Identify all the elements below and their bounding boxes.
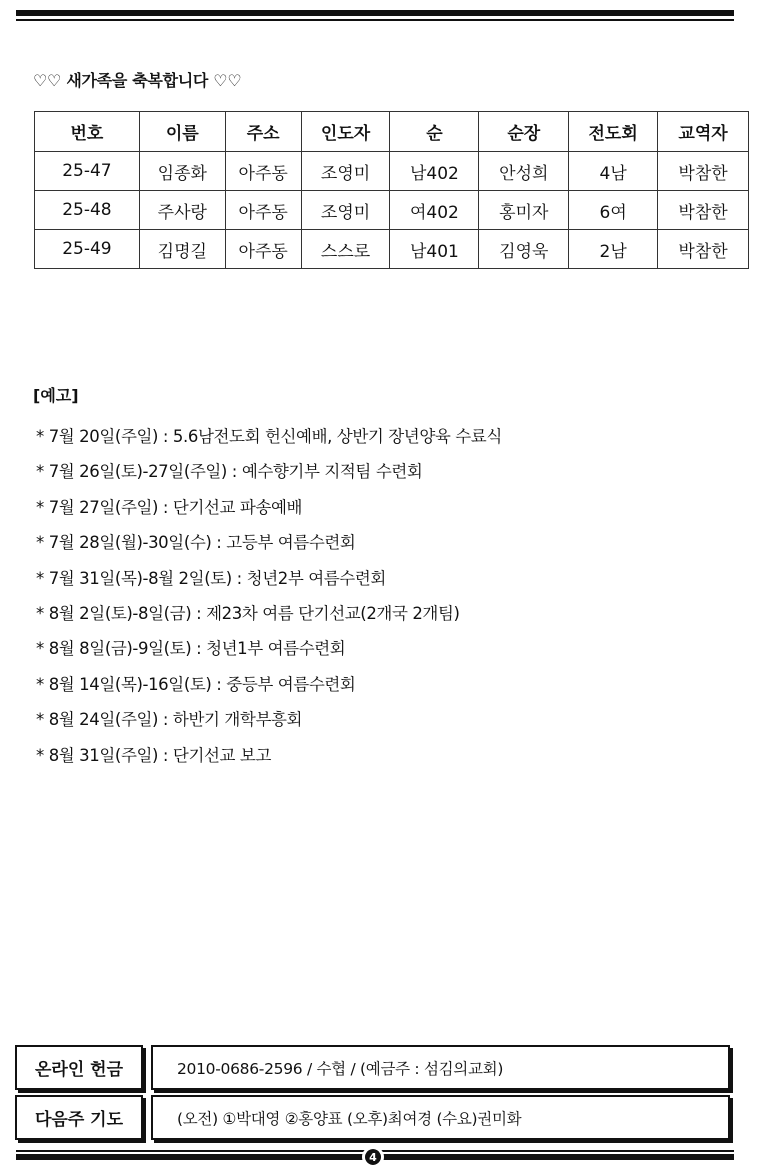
list-item: * 7월 27일(주일) : 단기선교 파송예배 — [36, 497, 303, 517]
header-cell-leader: 순장 — [479, 112, 569, 152]
list-item: * 8월 2일(토)-8일(금) : 제23차 여름 단기선교(2개국 2개팀) — [36, 603, 460, 623]
top-rule-thin — [16, 19, 734, 21]
online-offering-label: 온라인 헌금 — [15, 1045, 143, 1090]
table-cell: 박참한 — [658, 191, 749, 230]
table-cell: 남401 — [390, 230, 479, 269]
header-address: 주소 — [225, 112, 301, 152]
table-cell: 4남 — [569, 152, 658, 191]
table-row — [35, 230, 749, 269]
table-cell: 박참한 — [658, 152, 749, 191]
header-mission-group: 전도회 — [569, 112, 658, 152]
header-pastor: 교역자 — [658, 112, 749, 152]
table-cell: 홍미자 — [479, 191, 569, 230]
next-prayer-value: (오전) ①박대영 ②홍양표 (오후)최여경 (수요)권미화 — [151, 1095, 730, 1140]
table-cell: 임종화 — [139, 152, 225, 191]
table-cell: 김명길 — [139, 230, 225, 269]
table-cell: 남402 — [390, 152, 479, 191]
table-cell: 조영미 — [301, 152, 390, 191]
table-cell: 조영미 — [301, 191, 390, 230]
next-prayer-label: 다음주 기도 — [15, 1095, 143, 1140]
list-item: * 7월 20일(주일) : 5.6남전도회 헌신예배, 상반기 장년양육 수료식 — [36, 427, 502, 446]
table-row — [35, 191, 749, 230]
list-item: * 8월 8일(금)-9일(토) : 청년1부 여름수련회 — [36, 639, 346, 659]
header-cell: 순 — [390, 112, 479, 152]
list-item: * 7월 28일(월)-30일(수) : 고등부 여름수련회 — [36, 533, 356, 553]
header-guide: 인도자 — [301, 112, 390, 152]
list-item: * 7월 31일(목)-8월 2일(토) : 청년2부 여름수련회 — [36, 568, 386, 588]
table-cell: 25-49 — [35, 230, 140, 269]
list-item: * 7월 26일(토)-27일(주일) : 예수향기부 지적팀 수련회 — [36, 462, 423, 482]
list-item: * 8월 31일(주일) : 단기선교 보고 — [36, 745, 271, 765]
table-cell: 김영욱 — [479, 230, 569, 269]
list-item: * 8월 14일(목)-16일(토) : 중등부 여름수련회 — [36, 674, 356, 694]
new-family-table — [34, 111, 749, 269]
table-cell: 스스로 — [301, 230, 390, 269]
table-header-row — [35, 112, 749, 152]
table-cell: 여402 — [390, 191, 479, 230]
table-cell: 박참한 — [658, 230, 749, 269]
table-cell: 6여 — [569, 191, 658, 230]
top-rule-thick — [16, 10, 734, 16]
list-item: * 8월 24일(주일) : 하반기 개학부흥회 — [36, 710, 303, 730]
header-number: 번호 — [35, 112, 140, 152]
table-cell: 아주동 — [225, 230, 301, 269]
new-family-title: ♡♡ 새가족을 축복합니다 ♡♡ — [33, 71, 242, 90]
table-cell: 25-48 — [35, 191, 140, 230]
table-cell: 안성희 — [479, 152, 569, 191]
table-cell: 주사랑 — [139, 191, 225, 230]
table-cell: 아주동 — [225, 152, 301, 191]
table-cell: 2남 — [569, 230, 658, 269]
online-offering-value: 2010-0686-2596 / 수협 / (예금주 : 섬김의교회) — [151, 1045, 730, 1090]
header-name: 이름 — [139, 112, 225, 152]
table-row — [35, 152, 749, 191]
table-cell: 25-47 — [35, 152, 140, 191]
notices-list — [36, 423, 502, 777]
table-cell: 아주동 — [225, 191, 301, 230]
page-number-badge: 4 — [365, 1149, 381, 1165]
notices-title: [예고] — [33, 386, 79, 405]
